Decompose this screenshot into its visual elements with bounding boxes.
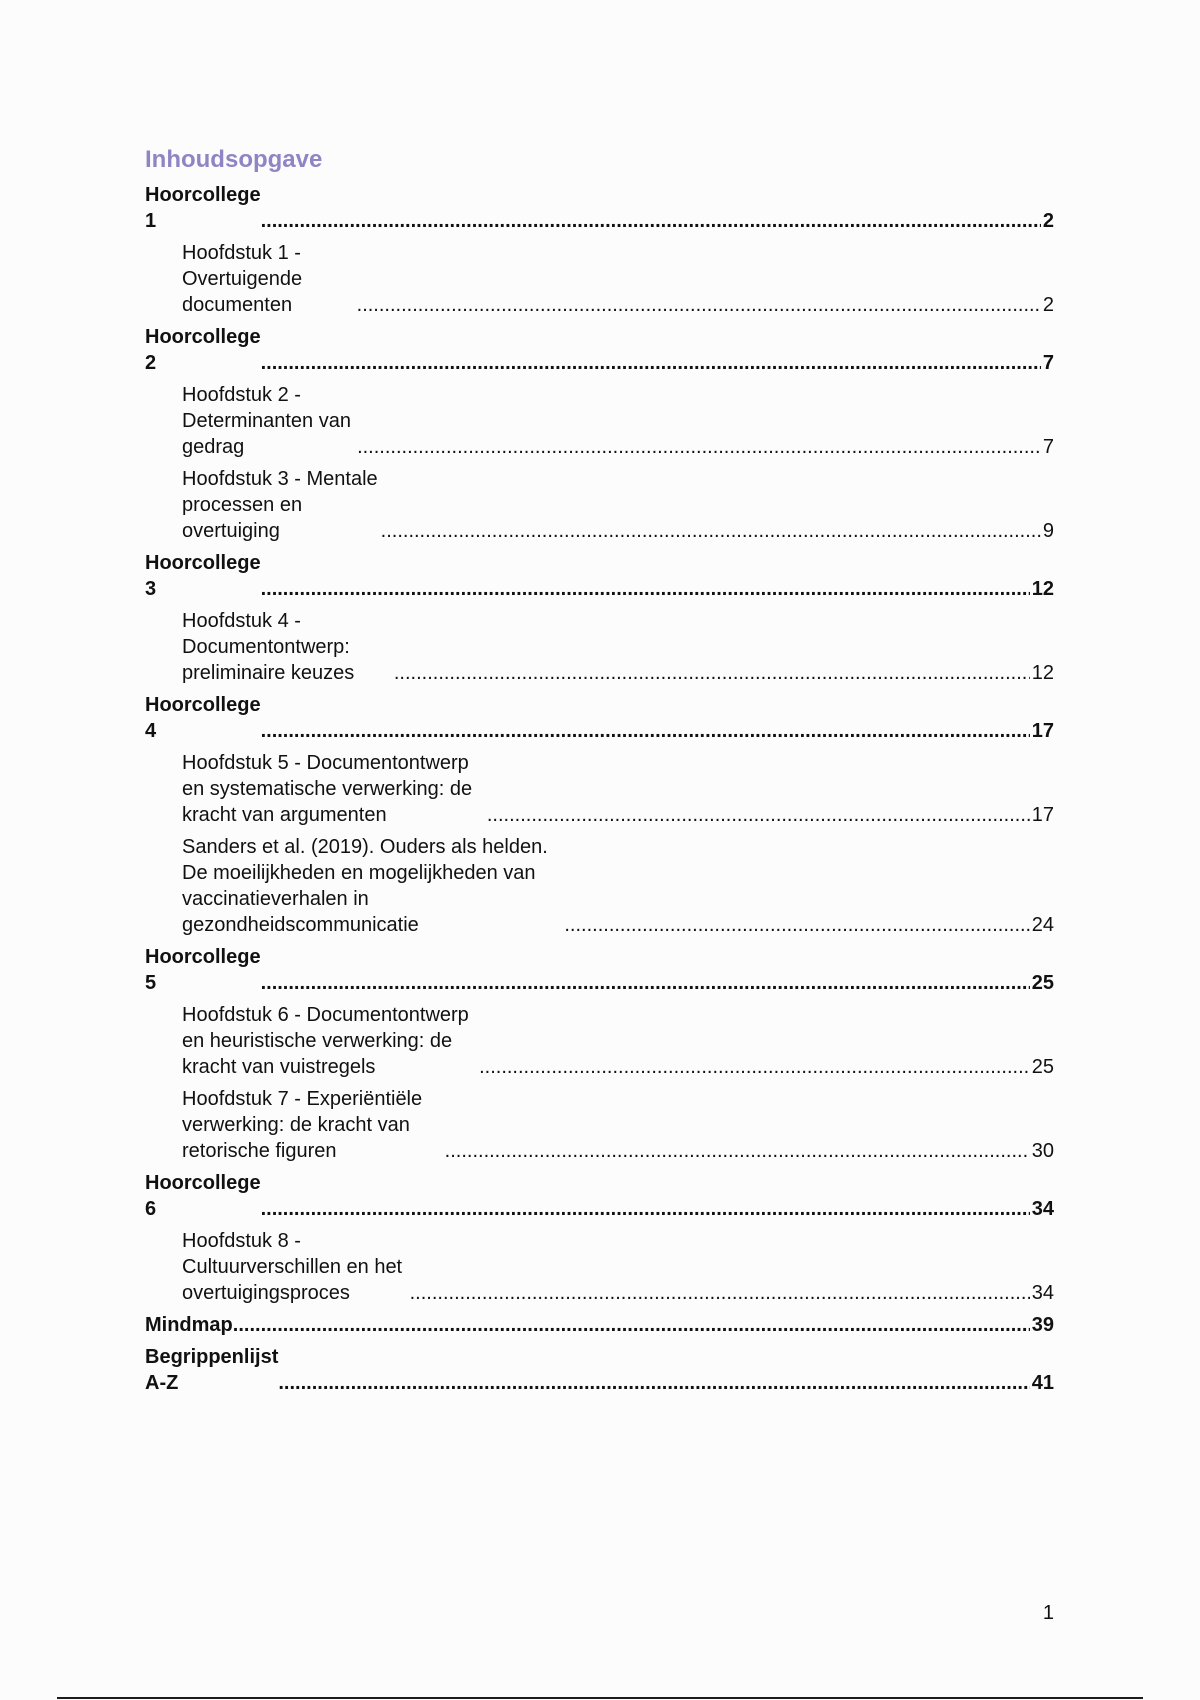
- toc-entry-page: 2: [1042, 210, 1054, 232]
- toc-entry-label: Mindmap: [145, 1314, 233, 1336]
- dot-leader: [261, 350, 1041, 376]
- toc-entry-hoofdstuk-7[interactable]: [145, 1086, 1054, 1164]
- toc-entry-hoofdstuk-3[interactable]: [145, 466, 1054, 544]
- dot-leader: [564, 912, 1029, 938]
- toc-entry-page: 17: [1031, 720, 1054, 742]
- dot-leader: [233, 1312, 1030, 1338]
- toc-entry-label: Hoofdstuk 2 - Determinanten van gedrag: [182, 384, 351, 458]
- toc-entry-page: 7: [1042, 352, 1054, 374]
- toc-entry-page: 24: [1031, 914, 1054, 936]
- toc-entry-page: 30: [1031, 1140, 1054, 1162]
- toc-entry-begrippenlijst[interactable]: [145, 1344, 1054, 1396]
- toc-entry-page: 12: [1031, 662, 1054, 684]
- table-of-contents: [145, 144, 1054, 1402]
- toc-entry-mindmap[interactable]: [145, 1312, 1054, 1338]
- dot-leader: [278, 1370, 1029, 1396]
- dot-leader: [357, 292, 1041, 318]
- toc-entry-label: Begrippenlijst A-Z: [145, 1346, 279, 1394]
- toc-entry-page: 39: [1031, 1314, 1054, 1336]
- toc-entry-page: 9: [1042, 520, 1054, 542]
- toc-entry-label: Hoofdstuk 6 - Documentontwerp en heuristische verwerking: de kracht van vuistregels: [182, 1004, 469, 1078]
- dot-leader: [261, 576, 1030, 602]
- toc-entry-label: Hoofdstuk 5 - Documentontwerp en systematische verwerking: de kracht van argumenten: [182, 752, 473, 826]
- toc-entry-page: 34: [1031, 1282, 1054, 1304]
- toc-entry-label: Hoofdstuk 1 - Overtuigende documenten: [182, 242, 303, 316]
- toc-title: Inhoudsopgave: [145, 146, 323, 173]
- toc-entry-label: Hoofdstuk 7 - Experiëntiële verwerking: de kracht van retorische figuren: [182, 1088, 423, 1162]
- toc-entry-label: Sanders et al. (2019). Ouders als helden. De moeilijkheden en mogelijkheden van vaccinatieverhalen in gezondheidscommunicatie: [182, 836, 548, 936]
- toc-entry-page: 41: [1031, 1372, 1054, 1394]
- toc-entry-label: Hoorcollege 4: [145, 694, 261, 742]
- toc-list: [145, 182, 1054, 1396]
- dot-leader: [357, 434, 1041, 460]
- toc-entry-hoofdstuk-2[interactable]: [145, 382, 1054, 460]
- toc-entry-page: 2: [1042, 294, 1054, 316]
- dot-leader: [261, 208, 1041, 234]
- toc-entry-label: Hoofdstuk 8 - Cultuurverschillen en het overtuigingsproces: [182, 1230, 403, 1304]
- page-number: 1: [1042, 1602, 1054, 1624]
- toc-entry-page: 25: [1031, 1056, 1054, 1078]
- toc-entry-page: 25: [1031, 972, 1054, 994]
- toc-entry-hoorcollege-5[interactable]: [145, 944, 1054, 996]
- toc-entry-page: 12: [1031, 578, 1054, 600]
- toc-entry-label: Hoorcollege 2: [145, 326, 261, 374]
- toc-entry-hoorcollege-4[interactable]: [145, 692, 1054, 744]
- toc-entry-hoofdstuk-6[interactable]: [145, 1002, 1054, 1080]
- toc-entry-hoorcollege-3[interactable]: [145, 550, 1054, 602]
- bottom-divider: [57, 1697, 1143, 1699]
- toc-entry-label: Hoorcollege 6: [145, 1172, 261, 1220]
- dot-leader: [445, 1138, 1030, 1164]
- toc-entry-hoorcollege-6[interactable]: [145, 1170, 1054, 1222]
- toc-entry-label: Hoorcollege 1: [145, 184, 261, 232]
- toc-entry-hoofdstuk-1[interactable]: [145, 240, 1054, 318]
- dot-leader: [261, 718, 1030, 744]
- dot-leader: [394, 660, 1030, 686]
- toc-entry-hoofdstuk-4[interactable]: [145, 608, 1054, 686]
- toc-entry-sanders-2019[interactable]: [145, 834, 1054, 938]
- toc-entry-label: Hoofdstuk 3 - Mentale processen en overtuiging: [182, 468, 378, 542]
- dot-leader: [261, 1196, 1030, 1222]
- toc-entry-page: 17: [1031, 804, 1054, 826]
- toc-entry-page: 34: [1031, 1198, 1054, 1220]
- dot-leader: [479, 1054, 1030, 1080]
- toc-entry-label: Hoorcollege 3: [145, 552, 261, 600]
- toc-entry-page: 7: [1042, 436, 1054, 458]
- toc-entry-hoofdstuk-8[interactable]: [145, 1228, 1054, 1306]
- dot-leader: [381, 518, 1041, 544]
- dot-leader: [410, 1280, 1030, 1306]
- dot-leader: [487, 802, 1030, 828]
- toc-entry-hoofdstuk-5[interactable]: [145, 750, 1054, 828]
- toc-entry-hoorcollege-2[interactable]: [145, 324, 1054, 376]
- dot-leader: [261, 970, 1030, 996]
- toc-entry-hoorcollege-1[interactable]: [145, 182, 1054, 234]
- toc-entry-label: Hoofdstuk 4 - Documentontwerp: preliminaire keuzes: [182, 610, 355, 684]
- toc-entry-label: Hoorcollege 5: [145, 946, 261, 994]
